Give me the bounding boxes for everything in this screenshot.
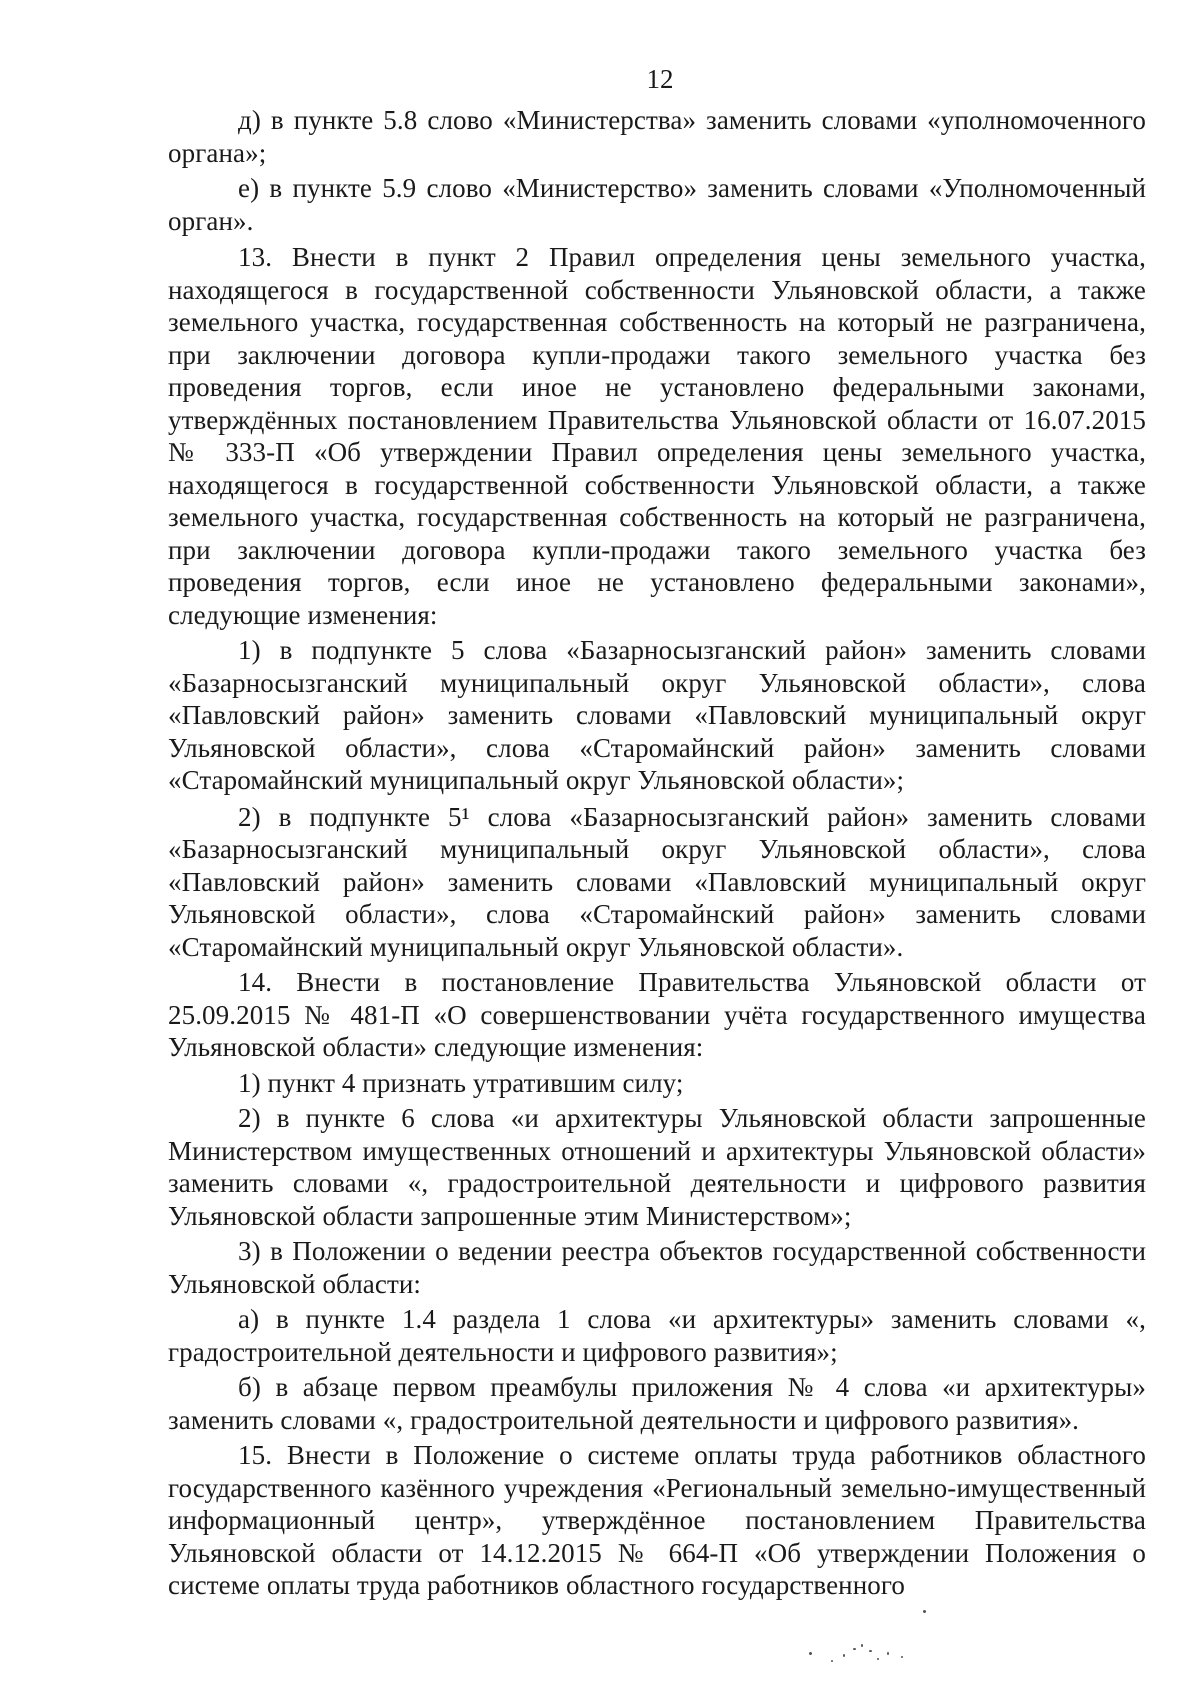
paragraph-14-2: 2) в пункте 6 слова «и архитектуры Ульяновской области запрошенные Министерством имущественных отношений и архитектуры Ульяновской области» заменить словами «, градостроительной деятельности и цифрового развития Ульяновской области запрошенные этим Министерством»;: [168, 1103, 1146, 1231]
paragraph-14: 14. Внести в постановление Правительства Ульяновской области от 25.09.2015 № 481-П «О совершенствовании учёта государственного имущества Ульяновской области» следующие изменения:: [168, 967, 1146, 1062]
paragraph-14-3: 3) в Положении о ведении реестра объектов государственной собственности Ульяновской области:: [168, 1236, 1146, 1299]
paragraph-13-2: 2) в подпункте 5¹ слова «Базарносызганский район» заменить словами «Базарносызганский муниципальный округ Ульяновской области», слова «Павловский район» заменить словами «Павловский муниципальный округ Ульяновской области», слова «Старомайнский район» заменить словами «Старомайнский муниципальный округ Ульяновской области».: [168, 801, 1146, 962]
paragraph-14-3-b: б) в абзаце первом преамбулы приложения № 4 слова «и архитектуры» заменить словами «, градостроительной деятельности и цифрового развития».: [168, 1372, 1146, 1435]
paragraph-13-1: 1) в подпункте 5 слова «Базарносызганский район» заменить словами «Базарносызганский муниципальный округ Ульяновской области», слова «Павловский район» заменить словами «Павловский муниципальный округ Ульяновской области», слова «Старомайнский район» заменить словами «Старомайнский муниципальный округ Ульяновской области»;: [168, 635, 1146, 795]
paragraph-14-3-a: а) в пункте 1.4 раздела 1 слова «и архитектуры» заменить словами «, градостроительной деятельности и цифрового развития»;: [168, 1304, 1146, 1367]
scan-noise-mark: [805, 1638, 955, 1668]
paragraph-15: 15. Внести в Положение о системе оплаты труда работников областного государственного казённого учреждения «Региональный земельно-имущественный информационный центр», утверждённое постановлением Правительства Ульяновской области от 14.12.2015 № 664-П «Об утверждении Положения о системе оплаты труда работников областного государственного: [168, 1440, 1146, 1600]
paragraph-e: е) в пункте 5.9 слово «Министерство» заменить словами «Уполномоченный орган».: [168, 173, 1146, 236]
paragraph-14-1: 1) пункт 4 признать утратившим силу;: [238, 1067, 684, 1098]
paragraph-13: 13. Внести в пункт 2 Правил определения цены земельного участка, находящегося в государственной собственности Ульяновской области, а также земельного участка, государственная собственность на который не разграничена, при заключении договора купли-продажи такого земельного участка без проведения торгов, если иное не установлено федеральными законами, утверждённых постановлением Правительства Ульяновской области от 16.07.2015 № 333-П «Об утверждении Правил определения цены земельного участка, находящегося в государственной собственности Ульяновской области, а также земельного участка, государственная собственность на который не разграничена, при заключении договора купли-продажи такого земельного участка без проведения торгов, если иное не установлено федеральными законами», следующие изменения:: [168, 242, 1146, 630]
document-body: [168, 104, 1146, 1605]
paragraph-d: д) в пункте 5.8 слово «Министерства» заменить словами «уполномоченного органа»;: [168, 105, 1146, 168]
page-number: 12: [646, 64, 674, 94]
